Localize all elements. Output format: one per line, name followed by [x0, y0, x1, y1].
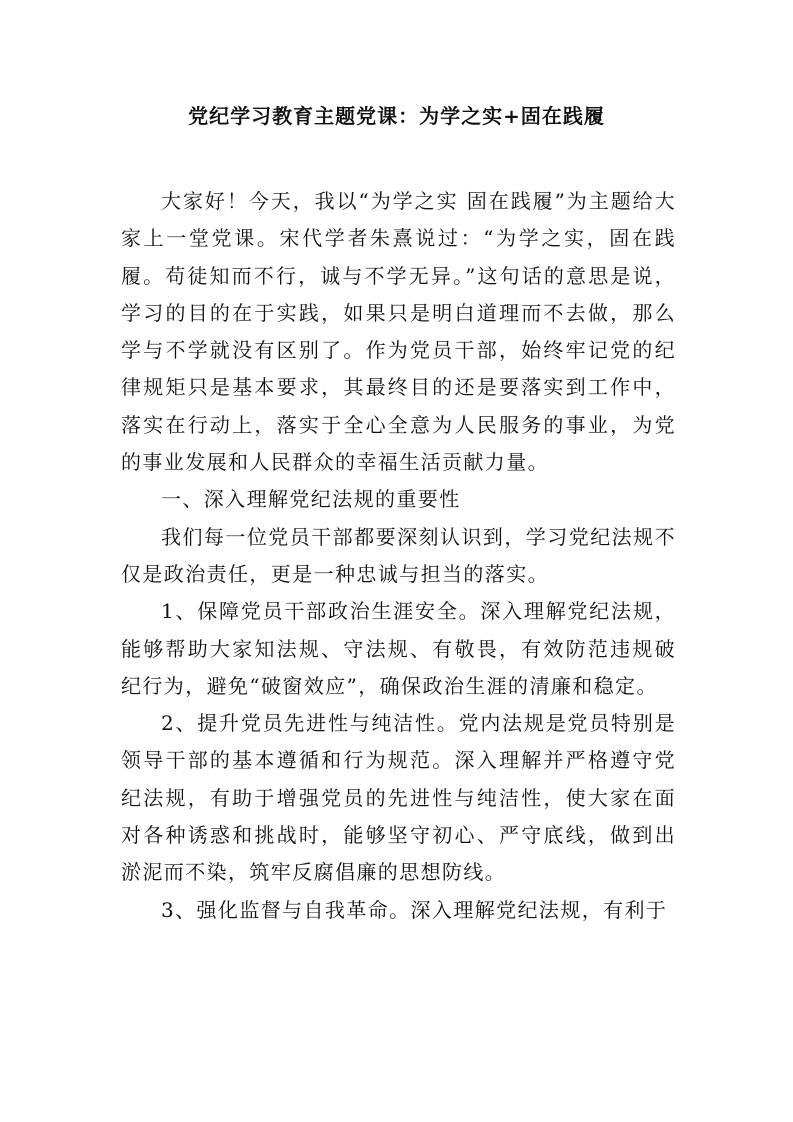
paragraph-point-2: 2、提升党员先进性与纯洁性。党内法规是党员特别是领导干部的基本遵循和行为规范。深入理解并严格遵守党纪法规，有助于增强党员的先进性与纯洁性，使大家在面对各种诱惑和挑战时，能够坚守初心、严守底线，做到出淤泥而不染，筑牢反腐倡廉的思想防线。: [121, 711, 676, 885]
section-heading-1: 一、深入理解党纪法规的重要性: [161, 487, 461, 512]
paragraph-section-1-lead: 我们每一位党员干部都要深刻认识到，学习党纪法规不仅是政治责任，更是一种忠诚与担当的落实。: [121, 524, 676, 586]
paragraph-point-3: 3、强化监督与自我革命。深入理解党纪法规，有利于: [161, 897, 668, 922]
document-body: [121, 183, 676, 929]
paragraph-point-1: 1、保障党员干部政治生涯安全。深入理解党纪法规，能够帮助大家知法规、守法规、有敬畏，有效防范违规破纪行为，避免“破窗效应”，确保政治生涯的清廉和稳定。: [121, 599, 676, 698]
paragraph-intro: 大家好！今天，我以“为学之实 固在践履”为主题给大家上一堂党课。宋代学者朱熹说过：“为学之实，固在践履。苟徒知而不行，诚与不学无异。”这句话的意思是说，学习的目的在于实践，如果只是明白道理而不去做，那么学与不学就没有区别了。作为党员干部，始终牢记党的纪律规矩只是基本要求，其最终目的还是要落实到工作中，落实在行动上，落实于全心全意为人民服务的事业，为党的事业发展和人民群众的幸福生活贡献力量。: [121, 189, 676, 475]
document-title: 党纪学习教育主题党课：为学之实+固在践履: [188, 104, 605, 128]
